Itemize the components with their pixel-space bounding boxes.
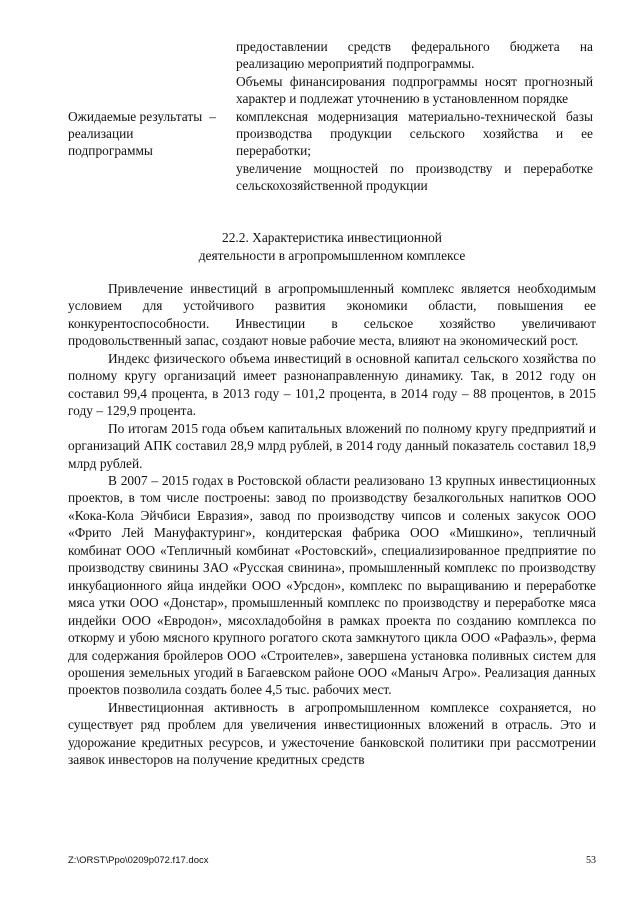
footer-file-path: Z:\ORST\Ppo\0209p072.f17.docx [68, 855, 209, 866]
passport-table [68, 38, 596, 195]
paragraph: Инвестиционная активность в агропромышленном комплексе сохраняется, но существует ряд проблем для увеличения инвестиционных вложений в отрасль. Это и удорожание кредитных ресурсов, и ужесточение банковской политики при рассмотрении заявок инвесторов на получение кредитных средств [68, 699, 596, 768]
section-heading [68, 229, 596, 266]
table-row-financing [68, 38, 596, 108]
table-dash: – [209, 108, 216, 124]
section-heading-line2: деятельности в агропромышленном комплексе [198, 248, 466, 264]
table-cell-results [236, 108, 593, 195]
table-text: Объемы финансирования подпрограммы носят прогнозный характер и подлежат уточнению в установленном порядке [236, 73, 593, 107]
page-number: 53 [586, 855, 596, 866]
table-label: Ожидаемые результаты реализации подпрограммы [68, 108, 203, 159]
table-row-results [68, 108, 596, 195]
paragraph: Индекс физического объема инвестиций в основной капитал сельского хозяйства по полному кругу организаций имеет разнонаправленную динамику. Так, в 2012 году он составил 99,4 процента, в 2013 году – 101,2 процента, в 2014 году – 88 процентов, в 2015 году – 129,9 процента. [68, 350, 596, 419]
table-text: увеличение мощностей по производству и переработке сельскохозяйственной продукции [236, 160, 593, 194]
table-text: комплексная модернизация материально-технической базы производства продукции сельского хозяйства и ее переработки; [236, 108, 593, 159]
table-cell-label [68, 108, 226, 195]
section-heading-line1: 22.2. Характеристика инвестиционной [222, 230, 442, 245]
table-cell-empty [68, 38, 226, 108]
table-cell-financing [236, 38, 593, 108]
paragraph: Привлечение инвестиций в агропромышленный комплекс является необходимым условием для устойчивого развития экономики области, повышения ее конкурентоспособности. Инвестиции в сельское хозяйство увеличивают продовольственный запас, создают новые рабочие места, влияют на экономический рост. [68, 281, 596, 349]
body-text [68, 280, 596, 769]
paragraph: По итогам 2015 года объем капитальных вложений по полному кругу предприятий и организаций АПК составил 28,9 млрд рублей, в 2014 году данный показатель составил 18,9 млрд рублей. [68, 420, 596, 471]
paragraph: В 2007 – 2015 годах в Ростовской области реализовано 13 крупных инвестиционных проектов, в том числе построены: завод по производству безалкогольных напитков ООО «Кока-Кола Эйчбиси Евразия», завод по производству чипсов и соленых закусок ООО «Фрито Лей Мануфактуринг», кондитерская фабрика ООО «Мишкино», тепличный комбинат ООО «Тепличный комбинат «Ростовский», специализированное предприятие по производству свинины ЗАО «Русская свинина», промышленный комплекс по производству инкубационного яйца индейки ООО «Урсдон», комплекс по выращиванию и переработке мяса утки ООО «Донстар», промышленный комплекс по производству и переработке мяса индейки ООО «Евродон», мясохладобойня в рамках проекта по созданию комплекса по откорму и убою мясного крупного рогатого скота замкнутого цикла ООО «Рафаэль», ферма для содержания бройлеров ООО «Строителев», завершена установка поливных систем для орошения земельных угодий в Багаевском районе ООО «Маныч Агро». Реализация данных проектов позволила создать более 4,5 тыс. рабочих мест. [68, 472, 596, 698]
table-text: предоставлении средств федерального бюджета на реализацию мероприятий подпрограммы. [236, 39, 593, 72]
